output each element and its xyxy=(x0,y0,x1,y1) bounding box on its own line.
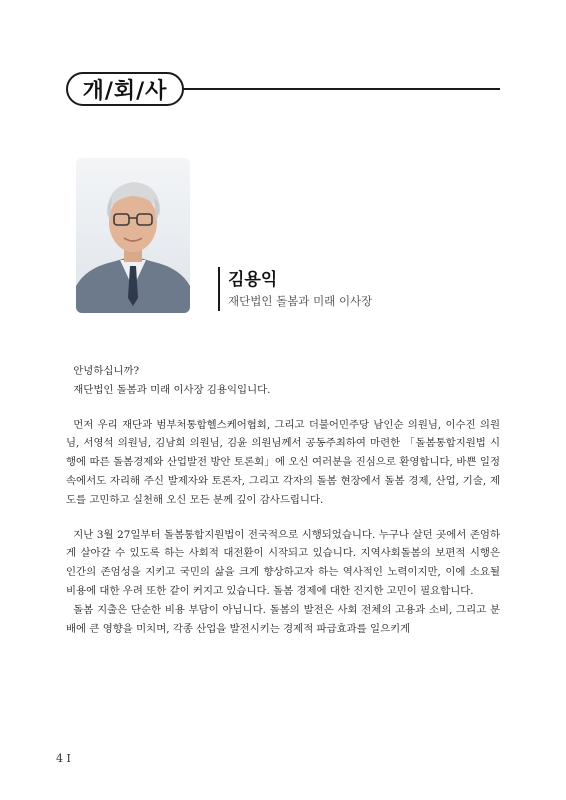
greeting-line: 재단법인 돌봄과 미래 이사장 김용익입니다. xyxy=(73,383,271,396)
section-header xyxy=(66,72,500,108)
portrait-photo-icon xyxy=(76,158,190,313)
name-accent-bar xyxy=(218,267,220,311)
speaker-photo xyxy=(76,158,190,313)
page-number: 4 I xyxy=(56,752,71,765)
header-rule xyxy=(182,88,500,90)
speech-body xyxy=(66,362,500,638)
speaker-role: 재단법인 돌봄과 미래 이사장 xyxy=(228,294,373,308)
section-title: 개/회/사 xyxy=(66,72,184,106)
paragraph: 먼저 우리 재단과 범부처통합헬스케어협회, 그리고 더불어민주당 남인순 의원님, 이수진 의원님, 서영석 의원님, 김남희 의원님, 김윤 의원님께서 공동주최하여 마련한 「돌봄통합지원법 시행에 따른 돌봄경제와 산업발전 방안 토론회」에 오신 여러분을 진심으로 환영합니다, 바쁜 일정 속에서도 자리해 주신 발제자와 토론자, 그리고 각자의 돌봄 현장에서 돌봄 경제, 산업, 기술, 제도를 고민하고 실천해 오신 모든 분께 깊이 감사드립니다. xyxy=(66,418,500,506)
speaker-name: 김용익 xyxy=(228,270,278,290)
paragraph: 돌봄 지출은 단순한 비용 부담이 아닙니다. 돌봄의 발전은 사회 전체의 고용과 소비, 그리고 분배에 큰 영향을 미치며, 각종 산업을 발전시키는 경제적 파급효과를 일으키게 xyxy=(66,603,500,635)
paragraph: 지난 3월 27일부터 돌봄통합지원법이 전국적으로 시행되었습니다. 누구나 살던 곳에서 존엄하게 살아갈 수 있도록 하는 사회적 대전환이 시작되고 있습니다. 지역사회돌봄의 보편적 시행은 인간의 존엄성을 지키고 국민의 삶을 크게 향상하고자 하는 역사적인 노력이지만, 이에 소요될 비용에 대한 우려 또한 같이 커지고 있습니다. 돌봄 경제에 대한 진지한 고민이 필요합니다. xyxy=(66,528,500,597)
greeting-line: 안녕하십니까? xyxy=(73,365,140,377)
